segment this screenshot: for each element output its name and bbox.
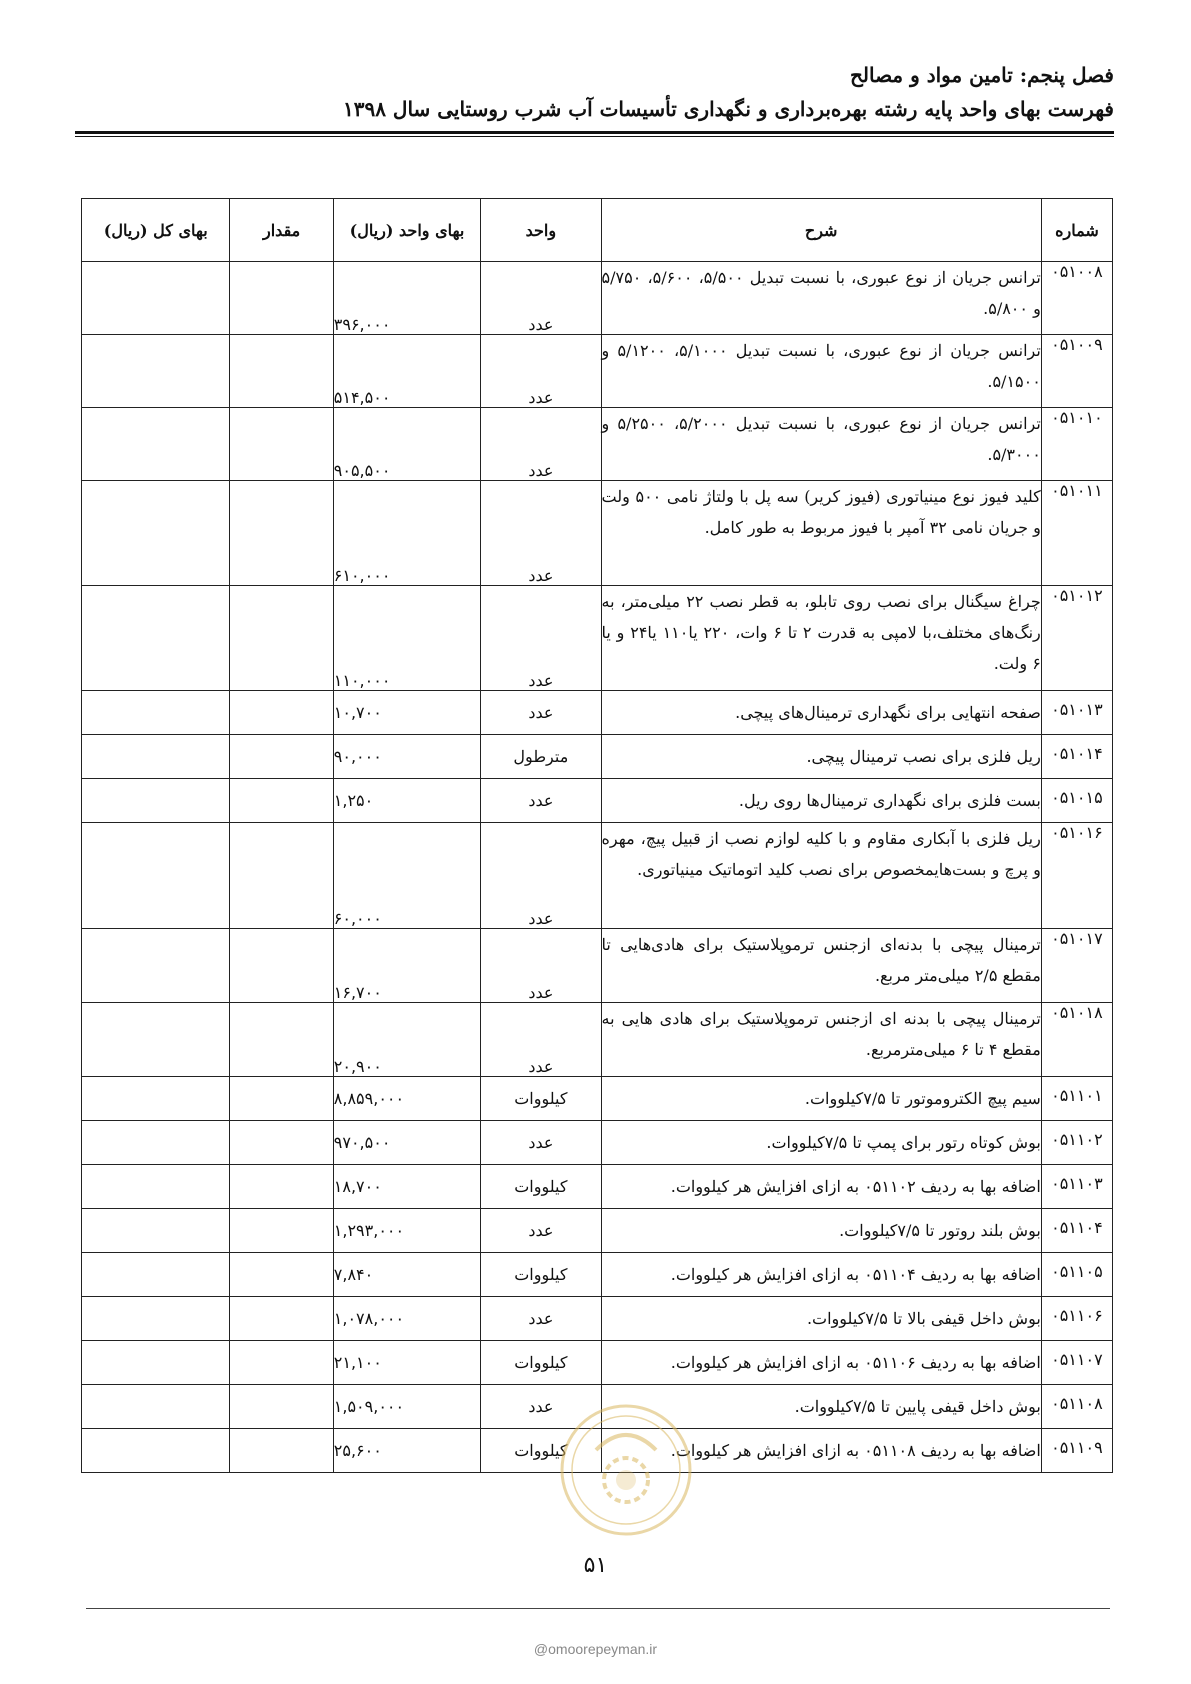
item-description: ترانس جریان از نوع عبوری، با نسبت تبدیل ۵/۵۰۰، ۵/۶۰۰، ۵/۷۵۰ و ۵/۸۰۰.: [601, 262, 1041, 335]
item-description: کلید فیوز نوع مینیاتوری (فیوز کریر) سه پل با ولتاژ نامی ۵۰۰ ولت و جریان نامی ۳۲ آمپر با فیوز مربوط به طور کامل.: [601, 481, 1041, 586]
table-row: [82, 1253, 1113, 1297]
item-unit: عدد: [481, 1209, 601, 1253]
item-unit: عدد: [481, 779, 601, 823]
table-row: [82, 1165, 1113, 1209]
item-quantity: [230, 1341, 333, 1385]
item-unit-price: ۱,۵۰۹,۰۰۰: [333, 1385, 480, 1429]
price-list-table: [81, 198, 1113, 1473]
item-total-price: [82, 335, 230, 408]
item-unit-price: ۸,۸۵۹,۰۰۰: [333, 1077, 480, 1121]
item-quantity: [230, 691, 333, 735]
table-row: [82, 691, 1113, 735]
item-code: ۰۵۱۰۱۵: [1041, 779, 1112, 823]
item-unit-price: ۶۰,۰۰۰: [333, 823, 480, 929]
item-total-price: [82, 481, 230, 586]
item-description: اضافه بها به ردیف ۰۵۱۱۰۸ به ازای افزایش هر کیلووات.: [601, 1429, 1041, 1473]
item-total-price: [82, 1077, 230, 1121]
table-row: [82, 1209, 1113, 1253]
item-description: بوش کوتاه رتور برای پمپ تا ۷/۵کیلووات.: [601, 1121, 1041, 1165]
item-quantity: [230, 823, 333, 929]
item-description: اضافه بها به ردیف ۰۵۱۱۰۶ به ازای افزایش هر کیلووات.: [601, 1341, 1041, 1385]
item-description: ریل فلزی برای نصب ترمینال پیچی.: [601, 735, 1041, 779]
item-total-price: [82, 408, 230, 481]
item-unit: کیلووات: [481, 1341, 601, 1385]
item-description: اضافه بها به ردیف ۰۵۱۱۰۴ به ازای افزایش هر کیلووات.: [601, 1253, 1041, 1297]
item-unit: عدد: [481, 262, 601, 335]
header-rule-thin: [75, 136, 1114, 137]
item-unit: عدد: [481, 1003, 601, 1077]
table-row: [82, 408, 1113, 481]
item-unit: کیلووات: [481, 1077, 601, 1121]
item-code: ۰۵۱۱۰۳: [1041, 1165, 1112, 1209]
item-code: ۰۵۱۱۰۸: [1041, 1385, 1112, 1429]
item-unit-price: ۱۸,۷۰۰: [333, 1165, 480, 1209]
item-unit-price: ۶۱۰,۰۰۰: [333, 481, 480, 586]
item-quantity: [230, 335, 333, 408]
item-description: ترانس جریان از نوع عبوری، با نسبت تبدیل ۵/۲۰۰۰، ۵/۲۵۰۰ و ۵/۳۰۰۰.: [601, 408, 1041, 481]
item-quantity: [230, 1077, 333, 1121]
item-code: ۰۵۱۱۰۶: [1041, 1297, 1112, 1341]
item-unit-price: ۱,۰۷۸,۰۰۰: [333, 1297, 480, 1341]
item-code: ۰۵۱۱۰۷: [1041, 1341, 1112, 1385]
item-unit: عدد: [481, 1297, 601, 1341]
item-unit-price: ۱,۲۹۳,۰۰۰: [333, 1209, 480, 1253]
item-quantity: [230, 929, 333, 1003]
column-header-unit-price: بهای واحد (ریال): [333, 199, 480, 262]
item-total-price: [82, 586, 230, 691]
item-quantity: [230, 262, 333, 335]
item-description: بوش داخل قیفی بالا تا ۷/۵کیلووات.: [601, 1297, 1041, 1341]
table-row: [82, 586, 1113, 691]
page-number: ۵۱: [583, 1553, 608, 1578]
table-row: [82, 779, 1113, 823]
item-quantity: [230, 1385, 333, 1429]
table-row: [82, 1077, 1113, 1121]
item-unit-price: ۲۵,۶۰۰: [333, 1429, 480, 1473]
item-description: چراغ سیگنال برای نصب روی تابلو، به قطر نصب ۲۲ میلی‌متر، به رنگ‌های مختلف،با لامپی به قدرت ۲ تا ۶ وات، ۲۲۰ یا۱۱۰ یا۲۴ و یا ۶ ولت.: [601, 586, 1041, 691]
item-unit-price: ۱۰,۷۰۰: [333, 691, 480, 735]
item-description: ریل فلزی با آبکاری مقاوم و با کلیه لوازم نصب از قبیل پیچ، مهره و پرچ و بست‌هایمخصوص برای نصب کلید اتوماتیک مینیاتوری.: [601, 823, 1041, 929]
item-code: ۰۵۱۱۰۲: [1041, 1121, 1112, 1165]
item-code: ۰۵۱۰۱۳: [1041, 691, 1112, 735]
item-unit: عدد: [481, 1121, 601, 1165]
item-quantity: [230, 408, 333, 481]
item-unit: کیلووات: [481, 1165, 601, 1209]
item-code: ۰۵۱۰۱۴: [1041, 735, 1112, 779]
table-row: [82, 481, 1113, 586]
footer-rule: [86, 1608, 1110, 1609]
table-row: [82, 1341, 1113, 1385]
item-unit: عدد: [481, 335, 601, 408]
item-total-price: [82, 1385, 230, 1429]
item-quantity: [230, 1209, 333, 1253]
item-unit: کیلووات: [481, 1253, 601, 1297]
item-total-price: [82, 735, 230, 779]
item-unit-price: ۱۶,۷۰۰: [333, 929, 480, 1003]
item-quantity: [230, 586, 333, 691]
item-code: ۰۵۱۰۱۶: [1041, 823, 1112, 929]
column-header-description: شرح: [601, 199, 1041, 262]
item-unit-price: ۹۰۵,۵۰۰: [333, 408, 480, 481]
item-description: صفحه انتهایی برای نگهداری ترمینال‌های پیچی.: [601, 691, 1041, 735]
item-code: ۰۵۱۱۰۴: [1041, 1209, 1112, 1253]
item-unit-price: ۲۰,۹۰۰: [333, 1003, 480, 1077]
document-subtitle: فهرست بهای واحد پایه رشته بهره‌برداری و نگهداری تأسیسات آب شرب روستایی سال ۱۳۹۸: [342, 97, 1114, 121]
item-quantity: [230, 1165, 333, 1209]
item-description: بوش داخل قیفی پایین تا ۷/۵کیلووات.: [601, 1385, 1041, 1429]
page-header: [77, 58, 1114, 126]
item-description: ترمینال پیچی با بدنه‌ای ازجنس ترموپلاستیک برای هادی‌هایی تا مقطع ۲/۵ میلی‌متر مربع.: [601, 929, 1041, 1003]
item-unit: عدد: [481, 691, 601, 735]
item-code: ۰۵۱۱۰۹: [1041, 1429, 1112, 1473]
item-quantity: [230, 735, 333, 779]
item-unit: مترطول: [481, 735, 601, 779]
item-description: سیم پیچ الکتروموتور تا ۷/۵کیلووات.: [601, 1077, 1041, 1121]
item-code: ۰۵۱۰۱۲: [1041, 586, 1112, 691]
column-header-code: شماره: [1041, 199, 1112, 262]
item-total-price: [82, 1297, 230, 1341]
item-unit-price: ۱۱۰,۰۰۰: [333, 586, 480, 691]
column-header-total-price: بهای کل (ریال): [82, 199, 230, 262]
item-unit-price: ۷,۸۴۰: [333, 1253, 480, 1297]
item-quantity: [230, 1121, 333, 1165]
site-watermark-text: @omoorepeyman.ir: [533, 1641, 658, 1657]
watermark-seal-icon: [556, 1400, 696, 1540]
item-total-price: [82, 1429, 230, 1473]
item-code: ۰۵۱۰۱۷: [1041, 929, 1112, 1003]
item-description: بوش بلند روتور تا ۷/۵کیلووات.: [601, 1209, 1041, 1253]
item-code: ۰۵۱۰۰۹: [1041, 335, 1112, 408]
item-total-price: [82, 691, 230, 735]
item-unit: عدد: [481, 823, 601, 929]
chapter-title: فصل پنجم: تامین مواد و مصالح: [849, 63, 1114, 87]
item-total-price: [82, 929, 230, 1003]
table-row: [82, 1121, 1113, 1165]
item-quantity: [230, 1003, 333, 1077]
item-code: ۰۵۱۱۰۱: [1041, 1077, 1112, 1121]
item-quantity: [230, 1297, 333, 1341]
item-code: ۰۵۱۱۰۵: [1041, 1253, 1112, 1297]
table-row: [82, 335, 1113, 408]
item-description: ترانس جریان از نوع عبوری، با نسبت تبدیل ۵/۱۰۰۰، ۵/۱۲۰۰ و ۵/۱۵۰۰.: [601, 335, 1041, 408]
item-unit: عدد: [481, 929, 601, 1003]
table-row: [82, 1297, 1113, 1341]
item-unit: کیلووات: [481, 1429, 601, 1473]
column-header-quantity: مقدار: [230, 199, 333, 262]
item-total-price: [82, 1341, 230, 1385]
table-row: [82, 823, 1113, 929]
item-quantity: [230, 1429, 333, 1473]
item-description: اضافه بها به ردیف ۰۵۱۱۰۲ به ازای افزایش هر کیلووات.: [601, 1165, 1041, 1209]
item-code: ۰۵۱۰۱۰: [1041, 408, 1112, 481]
item-description: ترمینال پیچی با بدنه ای ازجنس ترموپلاستیک برای هادی هایی به مقطع ۴ تا ۶ میلی‌مترمربع.: [601, 1003, 1041, 1077]
item-total-price: [82, 779, 230, 823]
item-code: ۰۵۱۰۱۸: [1041, 1003, 1112, 1077]
item-quantity: [230, 779, 333, 823]
item-quantity: [230, 1253, 333, 1297]
header-rule-thick: [75, 131, 1114, 134]
table-row: [82, 735, 1113, 779]
item-total-price: [82, 262, 230, 335]
item-unit-price: ۲۱,۱۰۰: [333, 1341, 480, 1385]
item-unit-price: ۳۹۶,۰۰۰: [333, 262, 480, 335]
item-total-price: [82, 1253, 230, 1297]
item-unit-price: ۵۱۴,۵۰۰: [333, 335, 480, 408]
item-total-price: [82, 823, 230, 929]
item-unit: عدد: [481, 408, 601, 481]
table-row: [82, 929, 1113, 1003]
table-row: [82, 1003, 1113, 1077]
item-quantity: [230, 481, 333, 586]
item-total-price: [82, 1121, 230, 1165]
column-header-unit: واحد: [481, 199, 601, 262]
item-total-price: [82, 1003, 230, 1077]
item-total-price: [82, 1209, 230, 1253]
item-code: ۰۵۱۰۱۱: [1041, 481, 1112, 586]
item-unit-price: ۹۷۰,۵۰۰: [333, 1121, 480, 1165]
item-total-price: [82, 1165, 230, 1209]
item-unit: عدد: [481, 481, 601, 586]
item-unit-price: ۱,۲۵۰: [333, 779, 480, 823]
item-description: بست فلزی برای نگهداری ترمینال‌ها روی ریل.: [601, 779, 1041, 823]
item-unit: عدد: [481, 1385, 601, 1429]
item-unit-price: ۹۰,۰۰۰: [333, 735, 480, 779]
item-code: ۰۵۱۰۰۸: [1041, 262, 1112, 335]
table-row: [82, 262, 1113, 335]
item-unit: عدد: [481, 586, 601, 691]
table-header-row: [82, 199, 1113, 262]
